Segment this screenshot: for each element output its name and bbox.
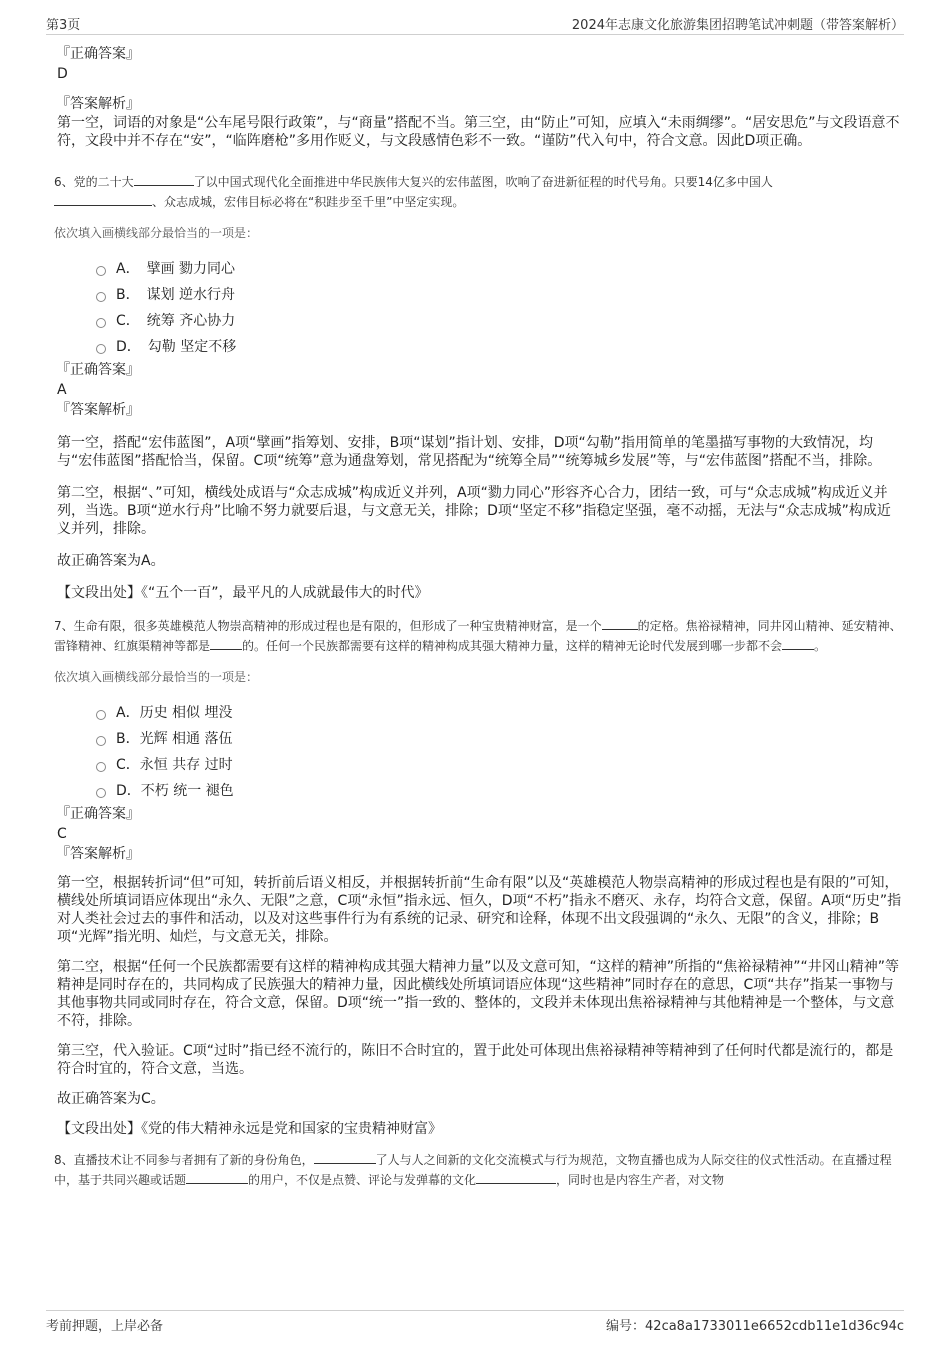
correct-answer: A bbox=[57, 382, 67, 398]
option-d[interactable]: D．不朽 统一 褪色 bbox=[96, 778, 902, 804]
blank-line bbox=[602, 617, 638, 630]
radio-icon[interactable] bbox=[96, 788, 106, 798]
page-number: 第3页 bbox=[46, 18, 81, 33]
correct-answer: D bbox=[57, 66, 68, 82]
page-footer bbox=[46, 1310, 904, 1335]
document-id: 编号：42ca8a1733011e6652cdb11e1d36c94c bbox=[606, 1319, 904, 1334]
blank-line bbox=[210, 637, 242, 650]
analysis-text: 第二空，根据“任何一个民族都需要有这样的精神构成其强大精神力量”以及文意可知，“这样的精神”所指的“焦裕禄精神”“井冈山精神”等精神是同时存在的，共同构成了民族强大的精神力量，因此横线处所填词语应体现“这些精神”同时存在的意思，C项“共存”指某一事物与其他事物共同或同时存在，符合文意，保留。D项“统一”指一致的、整体的，文段并未体现出焦裕禄精神与其他精神是一个整体，与文意不符，排除。 bbox=[57, 959, 900, 1029]
radio-icon[interactable] bbox=[96, 736, 106, 746]
analysis-text: 第二空，根据“、”可知，横线处成语与“众志成城”构成近义并列，A项“勠力同心”形容齐心合力，团结一致，可与“众志成城”构成近义并列，当选。B项“逆水行舟”比喻不努力就要后退，与文意无关，排除；D项“坚定不移”指稳定坚强，毫不动摇，无法与“众志成城”构成近义并列，排除。 bbox=[57, 485, 891, 537]
answer-label: 『正确答案』 bbox=[56, 362, 140, 378]
source-citation: 【文段出处】《“五个一百”，最平凡的人成就最伟大的时代》 bbox=[57, 585, 429, 601]
option-b[interactable]: B． 谋划 逆水行舟 bbox=[96, 282, 902, 308]
radio-icon[interactable] bbox=[96, 710, 106, 720]
options-list bbox=[96, 256, 902, 360]
option-c[interactable]: C．永恒 共存 过时 bbox=[96, 752, 902, 778]
analysis-label: 『答案解析』 bbox=[56, 96, 140, 112]
options-list bbox=[96, 700, 902, 804]
analysis-text: 第一空，词语的对象是“公车尾号限行政策”，与“商量”搭配不当。第三空，由“防止”可知，应填入“未雨绸缪”。“居安思危”与文段语意不符，文段中并不存在“安”，“临阵磨枪”多用作贬义，与文段感情色彩不一致。“谨防”代入句中，符合文意。因此D项正确。 bbox=[57, 115, 900, 149]
blank-line bbox=[314, 1151, 376, 1164]
option-b[interactable]: B．光辉 相通 落伍 bbox=[96, 726, 902, 752]
option-a[interactable]: A． 擘画 勠力同心 bbox=[96, 256, 902, 282]
question-7: 7、生命有限，很多英雄模范人物崇高精神的形成过程也是有限的，但形成了一种宝贵精神财富，是一个 的定格。焦裕禄精神，同井冈山精神、延安精神、雷锋精神、红旗渠精神等都是 的。任何一个民族都需要有这样的精神构成其强大精神力量，这样的精神无论时代发展到哪一步都不会 。 bbox=[54, 619, 902, 653]
analysis-label: 『答案解析』 bbox=[56, 402, 140, 418]
question-8: 8、直播技术让不同参与者拥有了新的身份角色， 了人与人之间新的文化交流模式与行为规范，文物直播也成为人际交往的仪式性活动。在直播过程中，基于共同兴趣或话题 的用户，不仅是点赞、评论与发弹幕的文化 ，同时也是内容生产者，对文物 bbox=[54, 1153, 892, 1187]
question-prompt: 依次填入画横线部分最恰当的一项是： bbox=[54, 226, 259, 240]
answer-label: 『正确答案』 bbox=[56, 46, 140, 62]
blank-line bbox=[54, 193, 152, 206]
question-6: 6、党的二十大 了以中国式现代化全面推进中华民族伟大复兴的宏伟蓝图，吹响了奋进新征程的时代号角。只要14亿多中国人 、众志成城，宏伟目标必将在“积跬步至千里”中坚定实现。 bbox=[54, 175, 773, 209]
analysis-label: 『答案解析』 bbox=[56, 846, 140, 862]
correct-answer: C bbox=[57, 826, 67, 842]
analysis-text: 故正确答案为C。 bbox=[57, 1091, 165, 1107]
blank-line bbox=[134, 173, 194, 186]
analysis-text: 故正确答案为A。 bbox=[57, 553, 165, 569]
question-prompt: 依次填入画横线部分最恰当的一项是： bbox=[54, 670, 259, 684]
radio-icon[interactable] bbox=[96, 318, 106, 328]
radio-icon[interactable] bbox=[96, 266, 106, 276]
radio-icon[interactable] bbox=[96, 762, 106, 772]
radio-icon[interactable] bbox=[96, 344, 106, 354]
analysis-text: 第三空，代入验证。C项“过时”指已经不流行的，陈旧不合时宜的，置于此处可体现出焦裕禄精神等精神到了任何时代都是流行的，都是符合时宜的，符合文意，当选。 bbox=[57, 1043, 894, 1077]
option-d[interactable]: D． 勾勒 坚定不移 bbox=[96, 334, 902, 360]
document-title: 2024年志康文化旅游集团招聘笔试冲刺题（带答案解析） bbox=[571, 18, 904, 33]
document-body bbox=[52, 44, 902, 1190]
footer-slogan: 考前押题，上岸必备 bbox=[46, 1319, 164, 1334]
option-c[interactable]: C． 统筹 齐心协力 bbox=[96, 308, 902, 334]
analysis-text: 第一空，根据转折词“但”可知，转折前后语义相反，并根据转折前“生命有限”以及“英雄模范人物崇高精神的形成过程也是有限的”可知，横线处所填词语应体现出“永久、无限”之意，C项“永恒”指永远、恒久，D项“不朽”指永不磨灭、永存，均符合文意，保留。A项“历史”指对人类社会过去的事件和活动，以及对这些事件行为有系统的记录、研究和诠释，体现不出文段强调的“永久、无限”的含义，排除；B项“光辉”指光明、灿烂，与文意无关，排除。 bbox=[57, 875, 902, 945]
answer-label: 『正确答案』 bbox=[56, 806, 140, 822]
page-header bbox=[46, 14, 904, 35]
radio-icon[interactable] bbox=[96, 292, 106, 302]
blank-line bbox=[476, 1171, 556, 1184]
analysis-text: 第一空，搭配“宏伟蓝图”，A项“擘画”指筹划、安排，B项“谋划”指计划、安排，D项“勾勒”指用简单的笔墨描写事物的大致情况，均与“宏伟蓝图”搭配恰当，保留。C项“统筹”意为通盘筹划，常见搭配为“统筹全局”“统筹城乡发展”等，与“宏伟蓝图”搭配不当，排除。 bbox=[57, 435, 882, 469]
source-citation: 【文段出处】《党的伟大精神永远是党和国家的宝贵精神财富》 bbox=[57, 1121, 442, 1137]
blank-line bbox=[782, 637, 814, 650]
option-a[interactable]: A．历史 相似 埋没 bbox=[96, 700, 902, 726]
blank-line bbox=[186, 1171, 248, 1184]
